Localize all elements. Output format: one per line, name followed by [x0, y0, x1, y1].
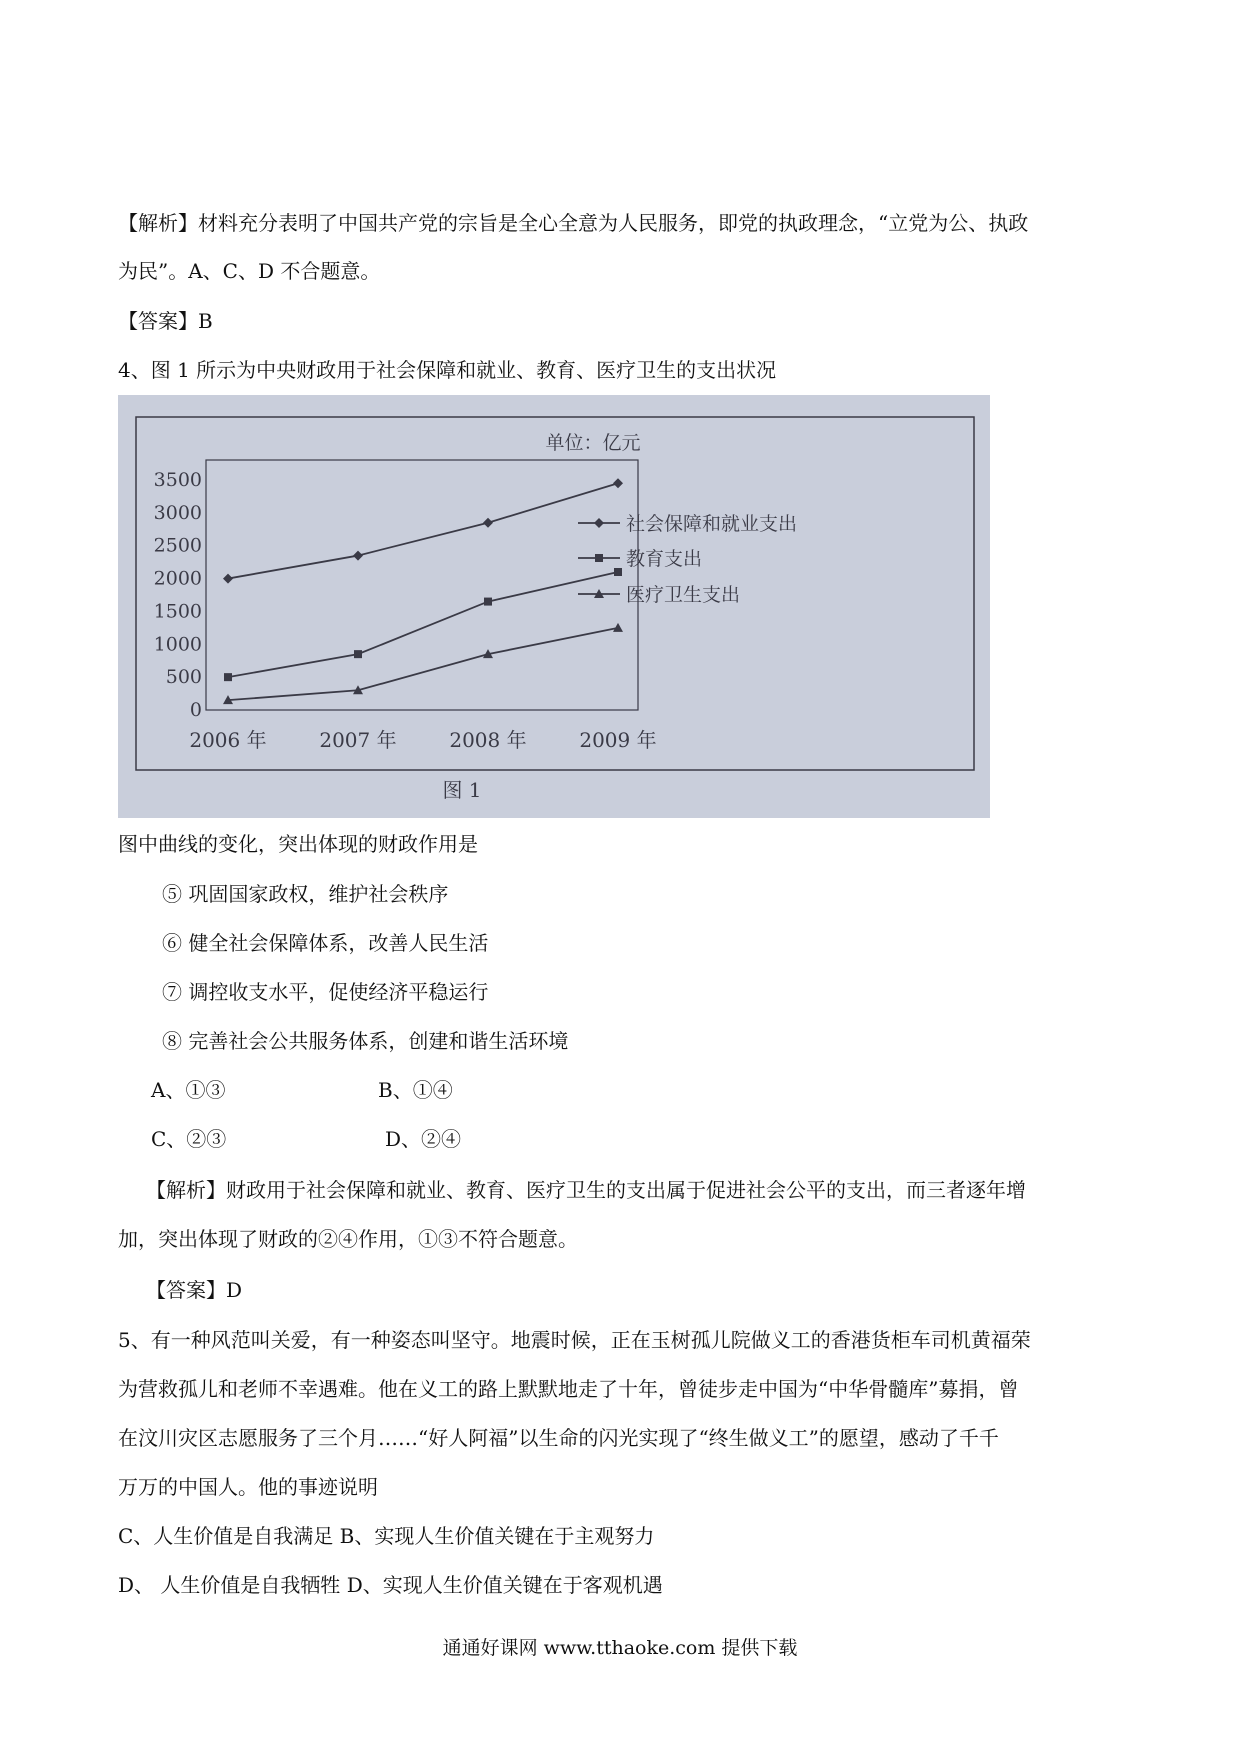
- data-point-education: [614, 568, 622, 576]
- y-tick-label: 2500: [153, 534, 202, 557]
- x-tick-label: 2007 年: [319, 728, 397, 752]
- statement-5: ⑤ 巩固国家政权，维护社会秩序: [162, 882, 449, 906]
- y-tick-label: 0: [189, 699, 202, 721]
- data-point-education: [224, 673, 232, 681]
- question-5-line-1: 5、有一种风范叫关爱，有一种姿态叫坚守。地震时候，正在玉树孤儿院做义工的香港货柜车司机黄福荣: [118, 1328, 1031, 1352]
- y-tick-label: 3000: [153, 501, 202, 524]
- legend-label-education: 教育支出: [626, 548, 703, 570]
- series-line-healthcare: [228, 628, 618, 700]
- option-b: B、①④: [378, 1078, 453, 1102]
- figure-1: [118, 395, 990, 818]
- figure-frame: [136, 417, 974, 770]
- data-point-social-security: [483, 518, 493, 528]
- line-chart: [118, 395, 990, 818]
- analysis-line-2: 为民”。A、C、D 不合题意。: [118, 259, 381, 283]
- footer-text: 通通好课网 www.tthaoke.com 提供下载: [442, 1637, 798, 1659]
- statement-8: ⑧ 完善社会公共服务体系，创建和谐生活环境: [162, 1029, 569, 1053]
- unit-label: 单位：亿元: [545, 432, 641, 454]
- option-c: C、②③: [151, 1127, 227, 1151]
- y-tick-label: 3500: [153, 469, 202, 491]
- data-point-legend-social-security: [594, 518, 604, 528]
- x-tick-label: 2008 年: [449, 728, 527, 752]
- option-d: D、②④: [385, 1127, 462, 1151]
- y-tick-label: 1500: [153, 600, 202, 623]
- q4-analysis-line-1: 【解析】财政用于社会保障和就业、教育、医疗卫生的支出属于促进社会公平的支出，而三者逐年增: [146, 1178, 1026, 1202]
- x-tick-label: 2009 年: [579, 728, 657, 752]
- y-tick-label: 1000: [153, 633, 202, 656]
- y-tick-label: 500: [165, 666, 202, 689]
- statement-7: ⑦ 调控收支水平，促使经济平稳运行: [162, 980, 489, 1004]
- q4-answer: 【答案】D: [146, 1278, 243, 1302]
- data-point-education: [484, 598, 492, 606]
- data-point-healthcare: [613, 623, 623, 632]
- question-5-options-row-2: D、 人生价值是自我牺牲 D、实现人生价值关键在于客观机遇: [118, 1573, 663, 1597]
- y-tick-label: 2000: [153, 567, 202, 590]
- series-line-social-security: [228, 483, 618, 578]
- question-5-line-3: 在汶川灾区志愿服务了三个月……“好人阿福”以生命的闪光实现了“终生做义工”的愿望，感动了千千: [118, 1426, 999, 1450]
- data-point-social-security: [613, 478, 623, 488]
- question-5-line-2: 为营救孤儿和老师不幸遇难。他在义工的路上默默地走了十年，曾徒步走中国为“中华骨髓库”募捐，曾: [118, 1377, 1019, 1401]
- question-5-options-row-1: C、人生价值是自我满足 B、实现人生价值关键在于主观努力: [118, 1524, 655, 1548]
- question-4-stem: 4、图 1 所示为中央财政用于社会保障和就业、教育、医疗卫生的支出状况: [118, 358, 777, 382]
- legend-label-social-security: 社会保障和就业支出: [626, 513, 798, 535]
- series-line-education: [228, 572, 618, 677]
- data-point-social-security: [353, 551, 363, 561]
- analysis-line-1: 【解析】材料充分表明了中国共产党的宗旨是全心全意为人民服务，即党的执政理念，“立党为公、执政: [118, 211, 1029, 235]
- option-a: A、①③: [151, 1078, 226, 1102]
- q4-analysis-line-2: 加，突出体现了财政的②④作用，①③不符合题意。: [118, 1227, 578, 1251]
- question-5-line-4: 万万的中国人。他的事迹说明: [118, 1475, 378, 1499]
- statement-6: ⑥ 健全社会保障体系，改善人民生活: [162, 931, 489, 955]
- question-4-followup: 图中曲线的变化，突出体现的财政作用是: [118, 832, 478, 856]
- data-point-legend-education: [595, 554, 603, 562]
- figure-caption: 图 1: [442, 778, 482, 802]
- answer-label: 【答案】B: [118, 309, 213, 333]
- legend-label-healthcare: 医疗卫生支出: [626, 584, 741, 606]
- data-point-education: [354, 650, 362, 658]
- data-point-social-security: [223, 574, 233, 584]
- x-tick-label: 2006 年: [189, 728, 267, 752]
